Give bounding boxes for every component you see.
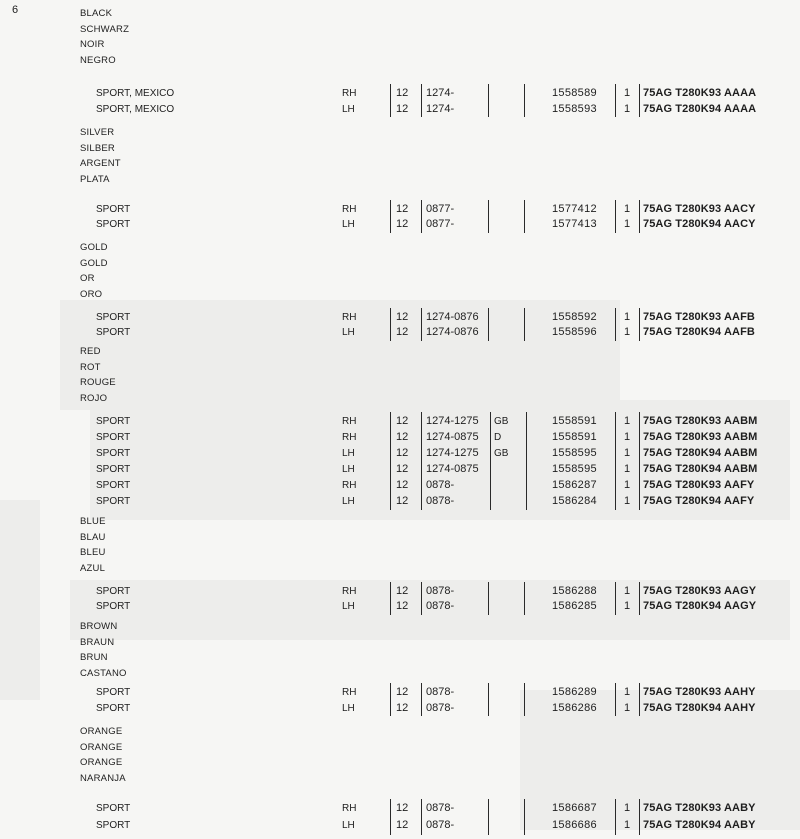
parts-row <box>0 202 800 217</box>
part-number-cell: 1577412 <box>552 203 597 215</box>
part-number-cell: 1586288 <box>552 585 597 597</box>
color-names-block <box>80 344 116 406</box>
color-names-block <box>80 6 129 68</box>
side-cell: LH <box>342 327 355 338</box>
color-names-block <box>80 125 121 187</box>
engineering-code-cell: 75AG T280K93 AABM <box>643 415 758 427</box>
side-cell: RH <box>342 586 357 597</box>
date-cell: 1274- <box>426 87 455 99</box>
color-name: OR <box>80 273 95 285</box>
color-name: RED <box>80 346 101 357</box>
part-number-cell: 1558596 <box>552 326 597 338</box>
color-names-block <box>80 619 127 681</box>
parts-row <box>0 325 800 340</box>
color-name: SILBER <box>80 142 115 154</box>
parts-row <box>0 584 800 599</box>
model-cell: SPORT <box>96 312 131 323</box>
part-number-cell: 1586686 <box>552 819 597 831</box>
quantity-one-cell: 1 <box>624 415 631 427</box>
parts-row <box>0 310 800 325</box>
country-cell: GB <box>494 448 509 459</box>
date-cell: 1274-0875 <box>426 463 479 475</box>
part-number-cell: 1558595 <box>552 447 597 459</box>
part-number-cell: 1586285 <box>552 600 597 612</box>
model-cell: SPORT <box>96 496 131 507</box>
quantity-one-cell: 1 <box>624 218 631 230</box>
qty-cell: 12 <box>396 819 409 831</box>
quantity-one-cell: 1 <box>624 87 631 99</box>
quantity-one-cell: 1 <box>624 585 631 597</box>
model-cell: SPORT <box>96 416 131 427</box>
parts-row <box>0 801 800 816</box>
parts-row <box>0 414 800 429</box>
engineering-code-cell: 75AG T280K94 AABM <box>643 463 758 475</box>
qty-cell: 12 <box>396 463 409 475</box>
part-number-cell: 1558593 <box>552 103 597 115</box>
parts-row <box>0 818 800 833</box>
qty-cell: 12 <box>396 326 409 338</box>
qty-cell: 12 <box>396 802 409 814</box>
date-cell: 1274- <box>426 103 455 115</box>
date-cell: 0878- <box>426 702 455 714</box>
color-names-block <box>80 514 106 576</box>
qty-cell: 12 <box>396 103 409 115</box>
date-cell: 0878- <box>426 802 455 814</box>
side-cell: RH <box>342 803 357 814</box>
side-cell: LH <box>342 219 355 230</box>
page-number: 6 <box>12 4 19 16</box>
engineering-code-cell: 75AG T280K93 AAFY <box>643 479 755 491</box>
model-cell: SPORT, MEXICO <box>96 88 175 99</box>
color-names-block <box>80 240 108 302</box>
engineering-code-cell: 75AG T280K94 AABM <box>643 447 758 459</box>
color-name: SILVER <box>80 127 115 138</box>
side-cell: LH <box>342 448 355 459</box>
quantity-one-cell: 1 <box>624 802 631 814</box>
engineering-code-cell: 75AG T280K93 AAGY <box>643 585 757 597</box>
side-cell: RH <box>342 88 357 99</box>
date-cell: 0877- <box>426 203 455 215</box>
date-cell: 1274-0875 <box>426 431 479 443</box>
model-cell: SPORT <box>96 803 131 814</box>
parts-row <box>0 102 800 117</box>
engineering-code-cell: 75AG T280K94 AAFB <box>643 326 755 338</box>
date-cell: 0878- <box>426 600 455 612</box>
quantity-one-cell: 1 <box>624 203 631 215</box>
color-names-block <box>80 724 126 786</box>
quantity-one-cell: 1 <box>624 311 631 323</box>
color-name: ORO <box>80 288 103 300</box>
part-number-cell: 1558592 <box>552 311 597 323</box>
quantity-one-cell: 1 <box>624 479 631 491</box>
color-name: ORANGE <box>80 757 123 769</box>
side-cell: RH <box>342 416 357 427</box>
model-cell: SPORT <box>96 820 131 831</box>
color-name: ARGENT <box>80 158 121 170</box>
parts-row <box>0 685 800 700</box>
part-number-cell: 1558595 <box>552 463 597 475</box>
part-number-cell: 1586284 <box>552 495 597 507</box>
color-name: ROUGE <box>80 377 116 389</box>
side-cell: LH <box>342 464 355 475</box>
qty-cell: 12 <box>396 203 409 215</box>
quantity-one-cell: 1 <box>624 819 631 831</box>
color-name: GOLD <box>80 242 108 253</box>
date-cell: 1274-0876 <box>426 326 479 338</box>
qty-cell: 12 <box>396 431 409 443</box>
color-name: BLACK <box>80 8 113 19</box>
model-cell: SPORT <box>96 586 131 597</box>
color-name: NEGRO <box>80 54 116 66</box>
parts-row <box>0 430 800 445</box>
quantity-one-cell: 1 <box>624 702 631 714</box>
color-name: GOLD <box>80 257 108 269</box>
qty-cell: 12 <box>396 495 409 507</box>
engineering-code-cell: 75AG T280K94 AABY <box>643 819 756 831</box>
quantity-one-cell: 1 <box>624 447 631 459</box>
color-name: SCHWARZ <box>80 23 130 35</box>
qty-cell: 12 <box>396 702 409 714</box>
color-name: BLUE <box>80 516 106 527</box>
color-name: BRUN <box>80 652 108 664</box>
side-cell: RH <box>342 204 357 215</box>
part-number-cell: 1558591 <box>552 415 597 427</box>
color-name: PLATA <box>80 173 110 185</box>
engineering-code-cell: 75AG T280K94 AAAA <box>643 103 757 115</box>
parts-row <box>0 494 800 509</box>
date-cell: 0878- <box>426 686 455 698</box>
side-cell: RH <box>342 687 357 698</box>
engineering-code-cell: 75AG T280K94 AAFY <box>643 495 755 507</box>
model-cell: SPORT <box>96 448 131 459</box>
quantity-one-cell: 1 <box>624 600 631 612</box>
date-cell: 1274-0876 <box>426 311 479 323</box>
engineering-code-cell: 75AG T280K93 AAHY <box>643 686 756 698</box>
color-name: AZUL <box>80 562 106 574</box>
engineering-code-cell: 75AG T280K93 AABY <box>643 802 756 814</box>
part-number-cell: 1586287 <box>552 479 597 491</box>
side-cell: LH <box>342 703 355 714</box>
color-name: BROWN <box>80 621 118 632</box>
model-cell: SPORT <box>96 464 131 475</box>
quantity-one-cell: 1 <box>624 686 631 698</box>
color-name: BLAU <box>80 531 106 543</box>
quantity-one-cell: 1 <box>624 103 631 115</box>
quantity-one-cell: 1 <box>624 326 631 338</box>
color-name: NOIR <box>80 39 105 51</box>
date-cell: 0877- <box>426 218 455 230</box>
qty-cell: 12 <box>396 218 409 230</box>
qty-cell: 12 <box>396 415 409 427</box>
part-number-cell: 1586687 <box>552 802 597 814</box>
parts-row <box>0 599 800 614</box>
model-cell: SPORT <box>96 432 131 443</box>
engineering-code-cell: 75AG T280K94 AACY <box>643 218 756 230</box>
qty-cell: 12 <box>396 311 409 323</box>
color-name: ORANGE <box>80 741 123 753</box>
model-cell: SPORT <box>96 601 131 612</box>
model-cell: SPORT <box>96 703 131 714</box>
model-cell: SPORT <box>96 219 131 230</box>
date-cell: 0878- <box>426 495 455 507</box>
side-cell: RH <box>342 432 357 443</box>
qty-cell: 12 <box>396 447 409 459</box>
parts-row <box>0 462 800 477</box>
engineering-code-cell: 75AG T280K93 AABM <box>643 431 758 443</box>
quantity-one-cell: 1 <box>624 463 631 475</box>
side-cell: LH <box>342 601 355 612</box>
engineering-code-cell: 75AG T280K93 AAAA <box>643 87 757 99</box>
date-cell: 0878- <box>426 479 455 491</box>
color-name: BLEU <box>80 547 106 559</box>
color-name: ORANGE <box>80 726 123 737</box>
color-name: CASTANO <box>80 667 127 679</box>
side-cell: RH <box>342 312 357 323</box>
part-number-cell: 1558589 <box>552 87 597 99</box>
engineering-code-cell: 75AG T280K94 AAGY <box>643 600 757 612</box>
country-cell: GB <box>494 416 509 427</box>
engineering-code-cell: 75AG T280K94 AAHY <box>643 702 756 714</box>
side-cell: LH <box>342 820 355 831</box>
color-name: NARANJA <box>80 772 126 784</box>
model-cell: SPORT <box>96 480 131 491</box>
parts-row <box>0 478 800 493</box>
part-number-cell: 1586289 <box>552 686 597 698</box>
engineering-code-cell: 75AG T280K93 AACY <box>643 203 756 215</box>
qty-cell: 12 <box>396 585 409 597</box>
parts-row <box>0 217 800 232</box>
qty-cell: 12 <box>396 87 409 99</box>
side-cell: LH <box>342 104 355 115</box>
date-cell: 0878- <box>426 819 455 831</box>
parts-row <box>0 701 800 716</box>
parts-row <box>0 86 800 101</box>
date-cell: 1274-1275 <box>426 415 479 427</box>
part-number-cell: 1577413 <box>552 218 597 230</box>
quantity-one-cell: 1 <box>624 495 631 507</box>
part-number-cell: 1586286 <box>552 702 597 714</box>
color-name: ROT <box>80 361 101 373</box>
color-name: ROJO <box>80 392 108 404</box>
side-cell: LH <box>342 496 355 507</box>
qty-cell: 12 <box>396 686 409 698</box>
qty-cell: 12 <box>396 600 409 612</box>
side-cell: RH <box>342 480 357 491</box>
qty-cell: 12 <box>396 479 409 491</box>
date-cell: 1274-1275 <box>426 447 479 459</box>
quantity-one-cell: 1 <box>624 431 631 443</box>
parts-row <box>0 446 800 461</box>
color-name: BRAUN <box>80 636 115 648</box>
model-cell: SPORT <box>96 687 131 698</box>
model-cell: SPORT, MEXICO <box>96 104 175 115</box>
part-number-cell: 1558591 <box>552 431 597 443</box>
date-cell: 0878- <box>426 585 455 597</box>
country-cell: D <box>494 432 502 443</box>
engineering-code-cell: 75AG T280K93 AAFB <box>643 311 755 323</box>
model-cell: SPORT <box>96 327 131 338</box>
model-cell: SPORT <box>96 204 131 215</box>
